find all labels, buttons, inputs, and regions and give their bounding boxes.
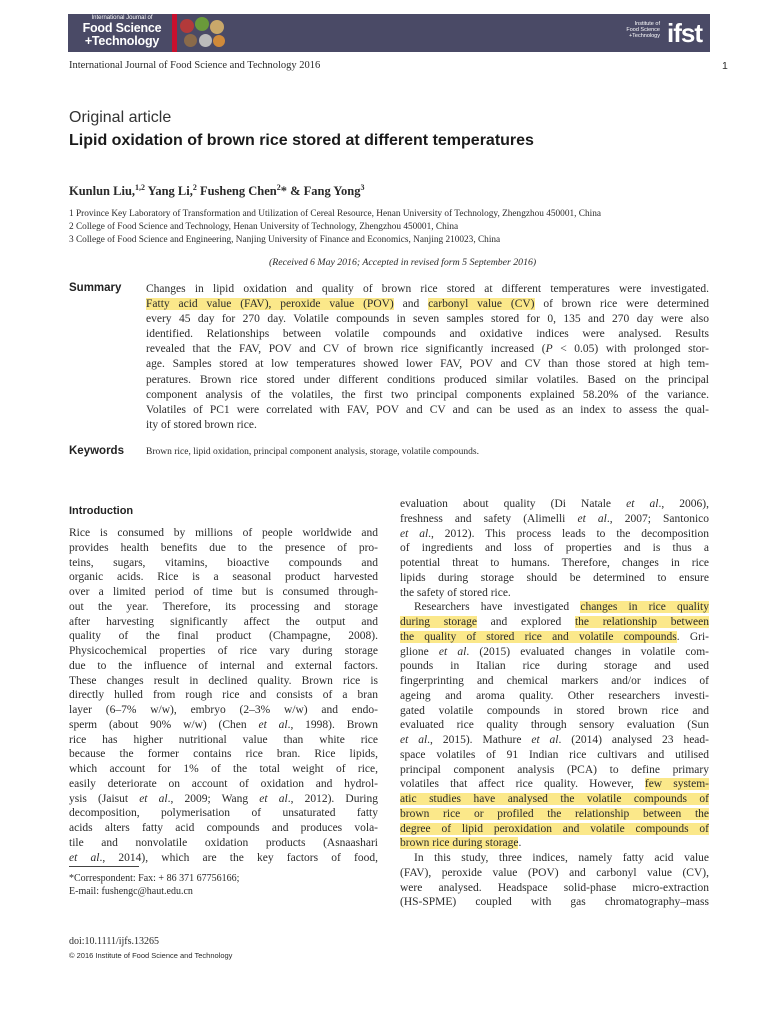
journal-banner [68, 14, 710, 52]
highlight: brown rice or profiled the relationship between the [400, 807, 709, 820]
summary-label: Summary [69, 282, 122, 294]
article-title: Lipid oxidation of brown rice stored at different temperatures [69, 132, 534, 149]
body-line: et al., 2012). This process leads to the decomposition [400, 527, 709, 540]
summary-line: Changes in lipid oxidation and quality of brown rice stored at different temperatures were investigated. [146, 283, 709, 295]
doi: doi:10.1111/ijfs.13265 [69, 936, 159, 947]
body-line: after harvesting significantly affect the output and [69, 615, 378, 628]
journal-logo-small: International Journal of [91, 15, 153, 21]
journal-logo-line2: +Technology [84, 33, 160, 48]
highlight: Fatty acid value (FAV), peroxide value (POV) [146, 298, 394, 311]
body-line: during storage and explored the relationship between [400, 616, 710, 628]
affiliation-3: 3 College of Food Science and Engineering, Nanjing University of Finance and Economics, Nanjing 210023, China [69, 235, 501, 245]
highlight: the relationship between [574, 616, 710, 628]
body-line: decomposition, polymerisation of unsaturated fatty [69, 807, 378, 820]
body-line: sperm (about 90% w/w) (Chen et al., 1998). Brown [69, 718, 379, 731]
body-line: tile and nonvolatile oxidation products (Asnaashari [69, 836, 378, 849]
journal-imagery [180, 17, 226, 49]
correspondent-footnote: *Correspondent: Fax: + 86 371 67756166; [69, 873, 240, 884]
body-line: In this study, three indices, namely fatty acid value [414, 852, 709, 864]
summary-line: age. Samples stored at low temperatures showed lower FAV, POV and CV than those stored at high tem- [146, 358, 709, 371]
introduction-heading: Introduction [69, 505, 134, 517]
body-line: fingerprinting and chemical markers and/or indices of [400, 675, 709, 687]
author-list [69, 183, 365, 199]
body-line: out the year. Therefore, its processing and storage [69, 600, 378, 613]
body-line: space volatiles of 91 Indian rice cultivars and utilised [400, 748, 709, 761]
author-name: Yang Li, [145, 184, 193, 199]
body-line: easily deteriorate on account of oxidation and hydrol- [69, 777, 378, 790]
body-line: the quality of stored rice and volatile compounds. Gri- [400, 630, 709, 643]
body-line: acids alters fatty acid compounds and produces vola- [69, 822, 378, 834]
body-line: layer (6–7% w/w), embryo (2–3% w/w) and endo- [69, 704, 378, 716]
body-line: directly hulled from rough rice and consists of a bran [69, 689, 378, 702]
author-affil-sup: 1,2 [135, 183, 146, 192]
body-line: due to the influence of internal and external factors. [69, 659, 378, 672]
body-line: lipids during storage should be determined to ensure [400, 571, 709, 584]
summary-line: Fatty acid value (FAV), peroxide value (POV) and carbonyl value (CV) of brown rice were determined [146, 298, 710, 311]
body-line: over a limited period of time but is consumed through- [69, 586, 378, 598]
highlight: during storage [400, 616, 477, 628]
body-line: ageing and aroma quality. Other researchers investi- [400, 689, 709, 702]
summary-line: component analysis of the volatiles, the first two principal components explained 58.20% of the variance. [146, 388, 709, 401]
grain-image-icon [184, 34, 197, 47]
science-image-icon [210, 20, 224, 34]
right-column [400, 497, 709, 910]
body-line: because the former contains rice bran. Rice lipids, [69, 748, 378, 761]
body-line: glione et al. (2015) evaluated changes in volatile com- [400, 645, 710, 658]
body-line: organic acids. Rice is a seasonal product harvested [69, 571, 378, 584]
body-line [400, 822, 709, 837]
footnote-divider [69, 866, 139, 867]
ifst-logo-text: ifst [667, 18, 702, 48]
author-affil-sup: 2 [192, 183, 197, 192]
body-line: teins, sugars, vitamins, bioactive compounds and [69, 556, 378, 569]
body-line: volatiles that affect rice quality. However, few system- [400, 778, 710, 791]
body-line: were analysed. Headspace solid-phase micro-extraction [400, 881, 709, 894]
author-affil-sup: 2 [276, 183, 281, 192]
running-head: International Journal of Food Science and Technology 2016 [69, 60, 321, 71]
summary-line: revealed that the FAV, POV and CV of brown rice significantly increased (P < 0.05) with prolonged stor- [146, 343, 709, 356]
body-line: et al., 2014), which are the key factors of food, [69, 851, 378, 864]
fruit-image-icon [180, 19, 194, 33]
ifst-logo [626, 18, 702, 48]
affiliation-1: 1 Province Key Laboratory of Transformation and Utilization of Cereal Resource, Henan University of Technology, Zhengzhou 450001, China [69, 209, 601, 219]
highlight: atic studies have analysed the volatile compounds of [400, 793, 709, 805]
body-line: rice has higher nutritional value than white rice [69, 733, 378, 746]
body-line: quality of the final product (Champagne, 2008). [69, 630, 378, 643]
body-line: potential threat to humans. Therefore, changes in rice [400, 557, 709, 569]
body-line: (HS-SPME) coupled with gas chromatography–mass [400, 896, 709, 909]
summary-line: peratures. Brown rice stored under different conditions produced similar volatiles. Based on the principal [146, 373, 709, 386]
body-line [400, 807, 709, 822]
page-number: 1 [722, 60, 728, 72]
left-column [69, 526, 378, 865]
author-name: Fusheng Chen [196, 184, 277, 199]
affiliation-2: 2 College of Food Science and Technology, Henan University of Technology, Zhengzhou 450001, China [69, 222, 459, 232]
body-line: freshness and safety (Alimelli et al., 2007; Santonico [400, 512, 709, 525]
highlight: few system- [644, 778, 710, 791]
body-line: Physicochemical properties of rice vary during storage [69, 645, 378, 657]
body-line: of ingredients and loss of properties and is thus a [400, 542, 709, 555]
ifst-logo-small: Institute of Food Science +Technology [626, 21, 660, 39]
highlight: brown rice during storage [400, 837, 519, 850]
summary-text [146, 282, 709, 433]
received-dates: (Received 6 May 2016; Accepted in revised form 5 September 2016) [269, 257, 537, 268]
body-line: gated volatile compounds in stored brown rice and [400, 704, 709, 717]
keywords-text: Brown rice, lipid oxidation, principal component analysis, storage, volatile compounds. [146, 447, 479, 457]
summary-line: Volatiles of PC1 were correlated with FAV, POV and CV and can be used as an index to assess the qual- [146, 403, 709, 416]
body-line: Researchers have investigated changes in rice quality [414, 601, 709, 614]
body-line: These changes result in declined quality. Brown rice is [69, 674, 378, 687]
body-line: Rice is consumed by millions of people worldwide and [69, 527, 378, 539]
body-line [400, 792, 709, 807]
body-line: evaluated rice quality through sensory evaluation (Sun [400, 719, 709, 732]
author-name: Kunlun Liu, [69, 184, 136, 199]
summary-line: every 45 day for 270 day. Volatile compounds in seven samples stored for 0, 135 and 270 day were also [146, 313, 709, 326]
highlight: degree of lipid peroxidation and volatile compounds of [400, 822, 709, 835]
body-line: the safety of stored rice. [400, 586, 511, 599]
summary-line: ity of stored brown rice. [146, 418, 257, 431]
highlight: carbonyl value (CV) [428, 298, 535, 311]
author-name: * & Fang Yong [280, 184, 361, 199]
highlight: changes in rice quality [580, 601, 709, 614]
accent-bar [172, 14, 177, 52]
body-line: ysis (Jaisut et al., 2009; Wang et al., 2012). During [69, 792, 378, 805]
body-line: principal component analysis (PCA) to define primary [400, 763, 709, 776]
body-line: evaluation about quality (Di Natale et al., 2006), [400, 498, 709, 510]
body-line: et al., 2015). Mathure et al. (2014) analysed 23 head- [400, 734, 709, 746]
lab-image-icon [199, 34, 212, 47]
body-line: which account for 1% of the total weight of rice, [69, 763, 378, 775]
body-line: pounds in Italian rice during storage and used [400, 660, 709, 673]
keywords-label: Keywords [69, 445, 124, 457]
journal-logo [74, 15, 170, 47]
summary-line: identified. Relationships between volatile compounds and oxidative indices were analysed. Results [146, 328, 709, 341]
copyright: © 2016 Institute of Food Science and Technology [69, 951, 233, 960]
highlight: the quality of stored rice and volatile compounds [400, 630, 677, 643]
body-line: provides health benefits due to the presence of pro- [69, 541, 378, 554]
body-line: brown rice during storage. [400, 837, 522, 850]
body-line: (FAV), peroxide value (POV) and carbonyl value (CV), [400, 866, 709, 879]
food-image-icon [213, 35, 225, 47]
journal-logo-line1: Food Science [82, 21, 162, 35]
leaf-image-icon [195, 17, 209, 31]
author-affil-sup: 3 [360, 183, 365, 192]
email-footnote: E-mail: fushengc@haut.edu.cn [69, 886, 193, 897]
article-type: Original article [69, 109, 172, 126]
